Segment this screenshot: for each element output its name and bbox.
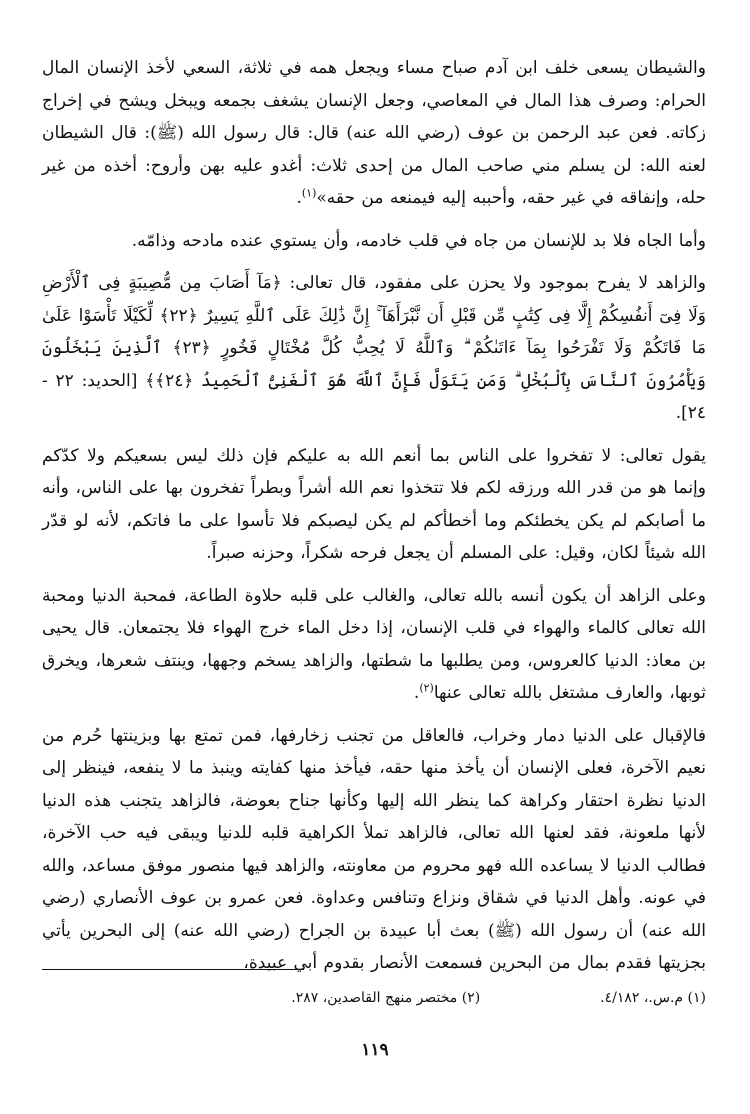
page-number: ١١٩ xyxy=(361,1040,389,1060)
paragraph-tail: . xyxy=(413,683,420,703)
footnote-ref-1: (١) xyxy=(301,186,317,200)
footnote-2: (٢) مختصر منهج القاصدين، ٢٨٧. xyxy=(291,990,481,1006)
paragraph-text: والزاهد لا يفرح بموجود ولا يحزن على مفقود، قال تعالى: ﴿مَآ أَصَابَ مِن مُّصِيبَةٍ فِى ٱلْأَرْضِ وَلَا فِىٓ أَنفُسِكُمْ إِلَّا فِى كِتَٰبٍ مِّن قَبْلِ أَن نَّبْرَأَهَآ ۚ إِنَّ ذَٰلِكَ عَلَى ٱللَّهِ يَسِيرٌ ﴿٢٢﴾ لِّكَيْلَا تَأْسَوْا عَلَىٰ مَا فَاتَكُمْ وَلَا تَفْرَحُوا بِمَآ ءَاتَىٰكُمْ ۗ وَٱللَّهُ لَا يُحِبُّ كُلَّ مُخْتَالٍ فَخُورٍ ﴿٢٣﴾ ٱلَّذِينَ يَبْخَلُونَ وَيَأْمُرُونَ ٱلنَّاسَ بِٱلْبُخْلِ ۗ وَمَن يَتَوَلَّ فَإِنَّ ٱللَّهَ هُوَ ٱلْغَنِىُّ ٱلْحَمِيدُ ﴿٢٤﴾﴾ [الحديد: ٢٢ - ٢٤]. xyxy=(42,273,707,423)
paragraph-iqbal xyxy=(42,720,706,980)
paragraph-text: والشيطان يسعى خلف ابن آدم صباح مساء ويجعل همه في ثلاثة، السعي لأخذ الإنسان المال الحرام: وصرف هذا المال في المعاصي، وجعل الإنسان يشغف بجمعه ويبخل ويشح في إخراج زكاته. فعن عبد الرحمن بن عوف (رضي الله عنه) قال: قال رسول الله (ﷺ): قال الشيطان لعنه الله: لن يسلم مني صاحب المال من إحدى ثلاث: أغدو عليه بهن وأروح: أخذه من غير حله، وإنفاقه في غير حقه، وأحببه إليه فيمنعه من حقه» xyxy=(42,58,706,208)
paragraph-text: وأما الجاه فلا بد للإنسان من جاه في قلب خادمه، وأن يستوي عنده مادحه وذامّه. xyxy=(131,230,706,251)
footnote-ref-2: (٢) xyxy=(419,681,434,695)
paragraph-text: فالإقبال على الدنيا دمار وخراب، فالعاقل من تجنب زخارفها، فمن تمتع بها وبزينتها حُرم من نعيم الآخرة، فعلى الإنسان أن يأخذ منها حقه، فيأخذ منها كفايته وينبذ ما لا ينفعه، فينظر إلى الدنيا نظرة احتقار وكراهة كما ينظر الله إليها وكأنها جناح بعوضة، فالزاهد يتجنب هذه الدنيا لأنها ملعونة، فقد لعنها الله تعالى، فالزاهد تملأ الكراهية قلبه للدنيا ويبقى فيه حب الآخرة، فطالب الدنيا لا يساعده الله فهو محروم من معاونته، والزاهد فيها منصور موفق مساعد، والله في عونه. وأهل الدنيا في شقاق ونزاع وتنافس وعداوة. فعن عمرو بن عوف الأنصاري (رضي الله عنه) أن رسول الله (ﷺ) بعث أبا عبيدة بن الجراح (رضي الله عنه) إلى البحرين يأتي بجزيتها فقدم بمال من البحرين فسمعت الأنصار بقدوم أبي عبيدة، xyxy=(42,725,706,973)
footnote-divider xyxy=(42,969,304,970)
paragraph-uns xyxy=(42,580,706,710)
paragraph-shaytan xyxy=(42,52,706,215)
footnotes xyxy=(42,990,706,1006)
paragraph-jah xyxy=(42,225,706,258)
paragraph-tafsir xyxy=(42,440,706,570)
paragraph-tail: . xyxy=(296,188,302,208)
footnote-1: (١) م.س.، ٤/١٨٢. xyxy=(600,990,706,1006)
paragraph-text: وعلى الزاهد أن يكون أنسه بالله تعالى، والغالب على قلبه حلاوة الطاعة، فمحبة الدنيا ومحبة الله تعالى كالماء والهواء في قلب الإنسان، إذا دخل الماء خرج الهواء فلا يجتمعان. قال يحيى بن معاذ: الدنيا كالعروس، ومن يطلبها ما شطتها، والزاهد يسخم وجهها، وينتف شعرها، ويخرق ثوبها، والعارف مشتغل بالله تعالى عنها xyxy=(42,585,706,703)
paragraph-zahid-quran xyxy=(42,267,706,430)
paragraph-text: يقول تعالى: لا تفخروا على الناس بما أنعم الله به عليكم فإن ذلك ليس بسعيكم ولا كدّكم وإنما هو من قدر الله ورزقه لكم فلا تتخذوا نعم الله أشراً وبطراً تفخرون بها على الناس، وأنه ما أصابكم لم يكن يخطئكم وما أخطأكم لم يكن ليصبكم فلا تأسوا على ما فاتكم، لأنه لو قدّر الله شيئاً لكان، وقيل: على المسلم أن يجعل فرحه شكراً، وحزنه صبراً. xyxy=(42,445,706,563)
